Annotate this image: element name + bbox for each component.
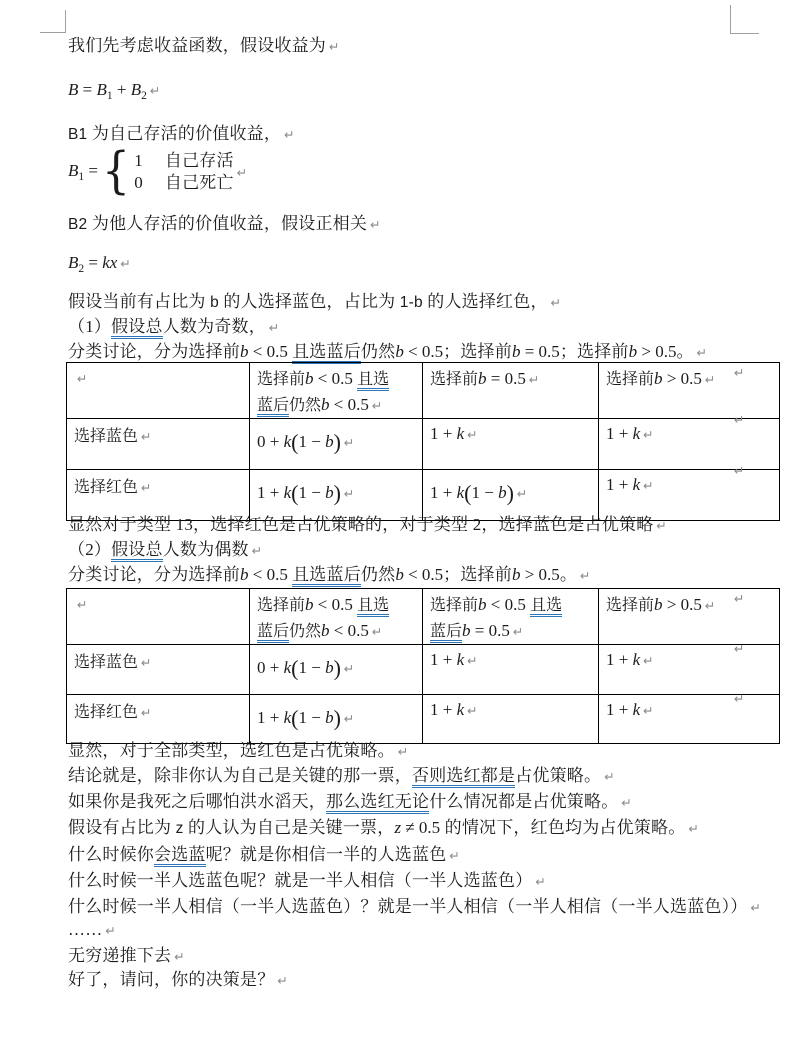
paragraph-mark: ↵ — [580, 568, 591, 583]
text-run: < 0.5 — [313, 595, 358, 614]
text-run: k — [632, 650, 641, 669]
text-run: 什么时候一半人相信（一半人选蓝色）？就是一半人相信（一半人相信（一半人选蓝色）） — [68, 897, 748, 916]
paragraph-mark: ↵ — [371, 624, 383, 639]
table-cell — [423, 695, 599, 744]
paragraph-mark: ↵ — [704, 598, 716, 613]
formula-b1-cases — [68, 142, 248, 200]
text-run: ；选择前 — [559, 342, 629, 361]
text-run: k — [632, 700, 641, 719]
text-run: B2 — [68, 216, 92, 233]
paragraph-even-split — [68, 563, 591, 587]
formula-lhs: $B_1$ = — [68, 161, 98, 183]
text-run: 选择前 — [430, 597, 479, 614]
text-run: B1 — [68, 126, 92, 143]
text-run: 1 − — [298, 658, 326, 677]
text-run: （2） — [68, 540, 112, 559]
paragraph-final-question — [68, 968, 288, 992]
text-run: 的人认为自己是关键一票， — [183, 818, 395, 837]
text-run: 1 + — [430, 700, 457, 719]
paragraph-mark: ↵ — [516, 486, 528, 501]
paragraph-mark: ↵ — [371, 398, 383, 413]
text-run: > 0.5 — [637, 342, 677, 361]
text-run: = — [78, 80, 97, 99]
text-run: k — [283, 708, 292, 727]
text-run: 1 + — [430, 483, 457, 502]
text-run: B — [130, 80, 142, 99]
text-run: < 0.5 — [329, 395, 369, 414]
text-run: > 0.5 — [662, 595, 702, 614]
text-run: 蓝后 — [257, 397, 289, 417]
text-run: 占优策略。 — [515, 766, 602, 785]
text-run: < 0.5 — [486, 595, 531, 614]
text-run: 选择红色 — [74, 704, 139, 721]
crop-mark-top-left-vertical-icon — [65, 10, 66, 33]
text-run: 人数为偶数 — [162, 540, 249, 559]
text-run: z — [394, 818, 402, 837]
table-cell — [599, 363, 780, 419]
paragraph-ellipsis — [68, 918, 116, 942]
text-run: b — [511, 342, 521, 361]
case-row: 0 自己死亡 — [134, 173, 234, 192]
text-run: 1 + — [606, 700, 633, 719]
text-run: 假设当前有占比为 — [68, 292, 211, 311]
text-run: < 0.5 — [329, 621, 369, 640]
text-run: 选择前 — [430, 371, 479, 388]
paragraph-mark: ↵ — [251, 543, 263, 558]
text-run: 会选蓝 — [154, 845, 206, 867]
paragraph-proportions — [68, 290, 561, 314]
curly-brace: { — [101, 142, 131, 200]
paragraph-mark: ↵ — [141, 655, 152, 670]
text-run: 的人选择蓝色，占比为 — [218, 292, 400, 311]
text-run: （1） — [68, 317, 112, 336]
text-run: ( — [291, 655, 299, 681]
crop-mark-top-left-horizontal-icon — [40, 32, 66, 33]
text-run: ；选择前 — [443, 342, 512, 361]
text-run: k — [456, 483, 465, 502]
paragraph-z-proportion — [68, 816, 699, 840]
text-run: 什么时候你 — [68, 845, 154, 864]
text-run: ) — [333, 480, 341, 506]
table-cell — [67, 589, 250, 645]
payoff-table-odd — [66, 362, 780, 521]
paragraph-mark: ↵ — [77, 371, 88, 386]
paragraph-mark: ↵ — [277, 973, 288, 988]
text-run: 1 + — [606, 650, 633, 669]
text-run: 1 + — [257, 483, 284, 502]
formula-b2 — [68, 251, 131, 277]
text-run: 。 — [676, 342, 694, 361]
text-run: k — [456, 424, 465, 443]
row-end-mark: ↵ — [734, 691, 745, 706]
text-run: 什么时候一半人选蓝色呢？就是一半人相信（一半人选蓝色） — [68, 871, 533, 890]
text-run: k — [632, 475, 641, 494]
text-run: 0 + — [257, 432, 284, 451]
text-run: 且选 — [357, 597, 389, 617]
text-run: ) — [506, 480, 514, 506]
text-run: 2 — [78, 263, 85, 275]
text-run: ) — [333, 705, 341, 731]
text-run: = 0.5 — [486, 369, 526, 388]
text-run: b — [210, 294, 219, 311]
text-run: k — [456, 650, 465, 669]
text-run: k — [283, 483, 292, 502]
text-run: ) — [333, 655, 341, 681]
text-run: < 0.5 — [403, 342, 444, 361]
paragraph-mark: ↵ — [467, 427, 478, 442]
text-run: k — [283, 432, 292, 451]
table-cell — [67, 363, 250, 419]
paragraph-mark: ↵ — [656, 518, 667, 533]
text-run: b — [321, 621, 330, 640]
paragraph-mark: ↵ — [467, 703, 478, 718]
paragraph-mark: ↵ — [750, 900, 761, 915]
paragraph-mark: ↵ — [343, 711, 355, 726]
text-run: 无穷递推下去 — [68, 946, 172, 965]
text-run: 选择红色 — [74, 479, 139, 496]
text-run: < 0.5 — [403, 565, 444, 584]
row-end-mark: ↵ — [734, 641, 745, 656]
table-cell — [423, 589, 599, 645]
paragraph-mark: ↵ — [268, 320, 280, 335]
payoff-table-even — [66, 588, 780, 744]
table-cell — [599, 589, 780, 645]
paragraph-infinite-recursion — [68, 944, 185, 968]
text-run: b — [305, 369, 314, 388]
table-cell — [250, 419, 423, 470]
text-run: b — [498, 483, 507, 502]
paragraph-odd-conclusion — [68, 513, 667, 537]
table-cell — [423, 363, 599, 419]
table-cell — [599, 645, 780, 695]
text-run: 1 — [106, 90, 113, 102]
row-end-mark: ↵ — [734, 591, 745, 606]
text-run: b — [321, 395, 330, 414]
text-run: k — [283, 658, 292, 677]
text-run: b — [325, 432, 334, 451]
text-run: 1 − — [298, 432, 326, 451]
paragraph-even-conclusion — [68, 739, 408, 763]
paragraph-case-even — [68, 538, 262, 562]
text-run: 1 + — [430, 650, 457, 669]
text-run: 且选蓝后 — [292, 565, 361, 587]
text-run: < 0.5 — [313, 369, 358, 388]
paragraph-mark: ↵ — [535, 874, 546, 889]
text-run: z — [175, 820, 184, 837]
text-run: 1-b — [399, 294, 423, 311]
paragraph-mark: ↵ — [550, 295, 562, 310]
text-run: 如果你是我死之后哪怕洪水滔天， — [68, 792, 326, 811]
table-row — [67, 363, 780, 419]
text-run: B — [68, 253, 79, 272]
text-run: 我们先考虑收益函数，假设收益为 — [68, 36, 326, 55]
text-run: 选择前 — [257, 371, 306, 388]
text-run: 蓝后 — [430, 623, 462, 643]
text-run: + — [112, 80, 131, 99]
table-row — [67, 645, 780, 695]
paragraph-mark: ↵ — [105, 923, 116, 938]
table-cell — [67, 695, 250, 744]
text-run: 结论就是，除非你认为自己是关键的那一票， — [68, 766, 412, 785]
paragraph-mark: ↵ — [149, 83, 161, 98]
paragraph-half-believe-1 — [68, 869, 546, 893]
text-run: b — [654, 369, 663, 388]
text-run: 蓝后 — [257, 623, 289, 643]
text-run: kx — [102, 253, 118, 272]
table-cell — [599, 695, 780, 744]
text-run: = 0.5 — [520, 342, 560, 361]
table-row — [67, 695, 780, 744]
text-run: 仍然 — [289, 623, 322, 640]
text-run: 什么情况都是占优策略。 — [429, 792, 619, 811]
text-run: 否则选红都是 — [412, 766, 515, 788]
text-run: ( — [291, 480, 299, 506]
text-run: k — [632, 424, 641, 443]
table-cell — [423, 645, 599, 695]
crop-mark-top-right-horizontal-icon — [730, 33, 759, 34]
text-run: k — [456, 700, 465, 719]
row-end-mark: ↵ — [734, 365, 745, 380]
text-run: 选择前 — [257, 597, 306, 614]
text-run: ( — [291, 429, 299, 455]
text-run: 假设总 — [111, 317, 163, 339]
text-run: 1 − — [298, 708, 326, 727]
text-run: 选择前 — [606, 371, 655, 388]
paragraph-mark: ↵ — [643, 478, 654, 493]
paragraph-mark: ↵ — [449, 848, 460, 863]
table-cell — [423, 419, 599, 470]
text-run: 1 − — [471, 483, 499, 502]
paragraph-mark: ↵ — [284, 127, 295, 142]
case-row: 1 自己存活 — [134, 151, 234, 170]
text-run: 好了，请问，你的决策是？ — [68, 970, 275, 989]
text-run: 1 + — [606, 424, 633, 443]
table-row — [67, 419, 780, 470]
text-run: 且选 — [357, 371, 389, 391]
paragraph-odd-split — [68, 340, 707, 364]
text-run: 的情况下，红色均为占优策略。 — [440, 818, 686, 837]
paragraph-half-believe-2 — [68, 895, 761, 919]
text-run: ；选择前 — [443, 565, 512, 584]
text-run: b — [478, 595, 487, 614]
text-run: 的人选择红色， — [422, 292, 548, 311]
text-run: 选择蓝色 — [74, 654, 139, 671]
paragraph-mark: ↵ — [343, 661, 355, 676]
text-run: b — [305, 595, 314, 614]
paragraph-mark: ↵ — [343, 486, 355, 501]
text-run: 显然对于类型 13，选择红色是占优策略的，对于类型 2，选择蓝色是占优策略 — [68, 515, 654, 534]
text-run: > 0.5 — [662, 369, 702, 388]
crop-mark-top-right-vertical-icon — [730, 5, 731, 34]
paragraph-mark: ↵ — [141, 480, 152, 495]
text-run: b — [654, 595, 663, 614]
text-run: 0 + — [257, 658, 284, 677]
table-cell — [250, 589, 423, 645]
text-run: b — [395, 342, 404, 361]
text-run: b — [325, 658, 334, 677]
paragraph-mark: ↵ — [688, 821, 699, 836]
paragraph-mark: ↵ — [467, 653, 478, 668]
text-run: b — [325, 708, 334, 727]
paragraph-mark: ↵ — [174, 949, 185, 964]
text-run: 仍然 — [360, 565, 396, 584]
table-cell — [250, 363, 423, 419]
text-run: 1 + — [430, 424, 457, 443]
paragraph-intro — [68, 34, 339, 58]
table-cell — [250, 695, 423, 744]
text-run: b — [511, 565, 521, 584]
paragraph-mark: ↵ — [397, 744, 409, 759]
text-run: 那么选红无论 — [326, 792, 429, 814]
text-run: b — [478, 369, 487, 388]
paragraph-mark: ↵ — [141, 705, 152, 720]
paragraph-flood — [68, 790, 632, 814]
text-run: 呢？就是你相信一半的人选蓝色 — [205, 845, 447, 864]
text-run: < 0.5 — [248, 342, 293, 361]
text-run: 且选 — [530, 597, 562, 617]
text-run: 1 + — [257, 708, 284, 727]
text-run: …… — [68, 920, 103, 939]
text-run: = 0.5 — [470, 621, 510, 640]
paragraph-mark: ↵ — [643, 427, 654, 442]
paragraph-mark: ↵ — [77, 597, 88, 612]
text-run: = — [84, 253, 103, 272]
text-run: ( — [464, 480, 472, 506]
text-run: 2 — [141, 90, 147, 102]
text-run: 选择前 — [606, 597, 655, 614]
text-run: 为自己存活的价值收益， — [91, 124, 282, 143]
text-run: 显然，对于全部类型，选红色是占优策略。 — [68, 741, 395, 760]
paragraph-mark: ↵ — [141, 429, 152, 444]
text-run: 选择蓝色 — [74, 428, 139, 445]
table-row — [67, 589, 780, 645]
text-run: 假设总 — [111, 540, 163, 562]
paragraph-mark: ↵ — [604, 769, 615, 784]
row-end-mark: ↵ — [734, 463, 745, 478]
paragraph-mark: ↵ — [512, 624, 524, 639]
paragraph-mark: ↵ — [696, 345, 708, 360]
paragraph-when-blue — [68, 843, 460, 867]
text-run: b — [462, 621, 471, 640]
formula-total-benefit — [68, 78, 160, 104]
paragraph-mark: ↵ — [370, 217, 381, 232]
paragraph-final-conclusion — [68, 764, 615, 788]
text-run: 且选蓝后 — [292, 342, 361, 364]
text-run: < 0.5 — [248, 565, 293, 584]
paragraph-mark: ↵ — [528, 372, 540, 387]
cases-stack — [134, 150, 234, 194]
row-end-mark: ↵ — [734, 412, 745, 427]
table-cell — [67, 645, 250, 695]
text-run: b — [628, 342, 638, 361]
text-run: 分类讨论，分为选择前 — [68, 342, 240, 361]
text-run: 。 — [559, 565, 578, 584]
text-run: ) — [333, 429, 341, 455]
text-run: ( — [291, 705, 299, 731]
paragraph-case-odd — [68, 315, 279, 339]
text-run: ≠ 0.5 — [401, 818, 441, 837]
paragraph-mark: ↵ — [343, 435, 355, 450]
text-run: 仍然 — [360, 342, 396, 361]
text-run: b — [240, 565, 249, 584]
text-run: 1 + — [606, 475, 633, 494]
text-run: B — [68, 80, 79, 99]
text-run: 仍然 — [289, 397, 322, 414]
paragraph-b2-def — [68, 212, 381, 236]
text-run: 为他人存活的价值收益，假设正相关 — [91, 214, 368, 233]
text-run: 人数为奇数， — [162, 317, 266, 336]
paragraph-mark: ↵ — [120, 256, 131, 271]
text-run: 假设有占比为 — [68, 818, 176, 837]
paragraph-mark: ↵ — [621, 795, 632, 810]
table-cell — [599, 419, 780, 470]
text-run: > 0.5 — [520, 565, 560, 584]
text-run: 1 − — [298, 483, 326, 502]
text-run: b — [395, 565, 404, 584]
text-run: B — [96, 80, 107, 99]
text-run: b — [325, 483, 334, 502]
paragraph-mark: ↵ — [643, 653, 654, 668]
table-cell — [67, 419, 250, 470]
paragraph-mark: ↵ — [643, 703, 654, 718]
paragraph-mark: ↵ — [704, 372, 716, 387]
text-run: b — [240, 342, 249, 361]
text-run: 分类讨论，分为选择前 — [68, 565, 240, 584]
paragraph-mark: ↵ — [236, 164, 248, 180]
paragraph-mark: ↵ — [329, 39, 340, 54]
table-cell — [250, 645, 423, 695]
